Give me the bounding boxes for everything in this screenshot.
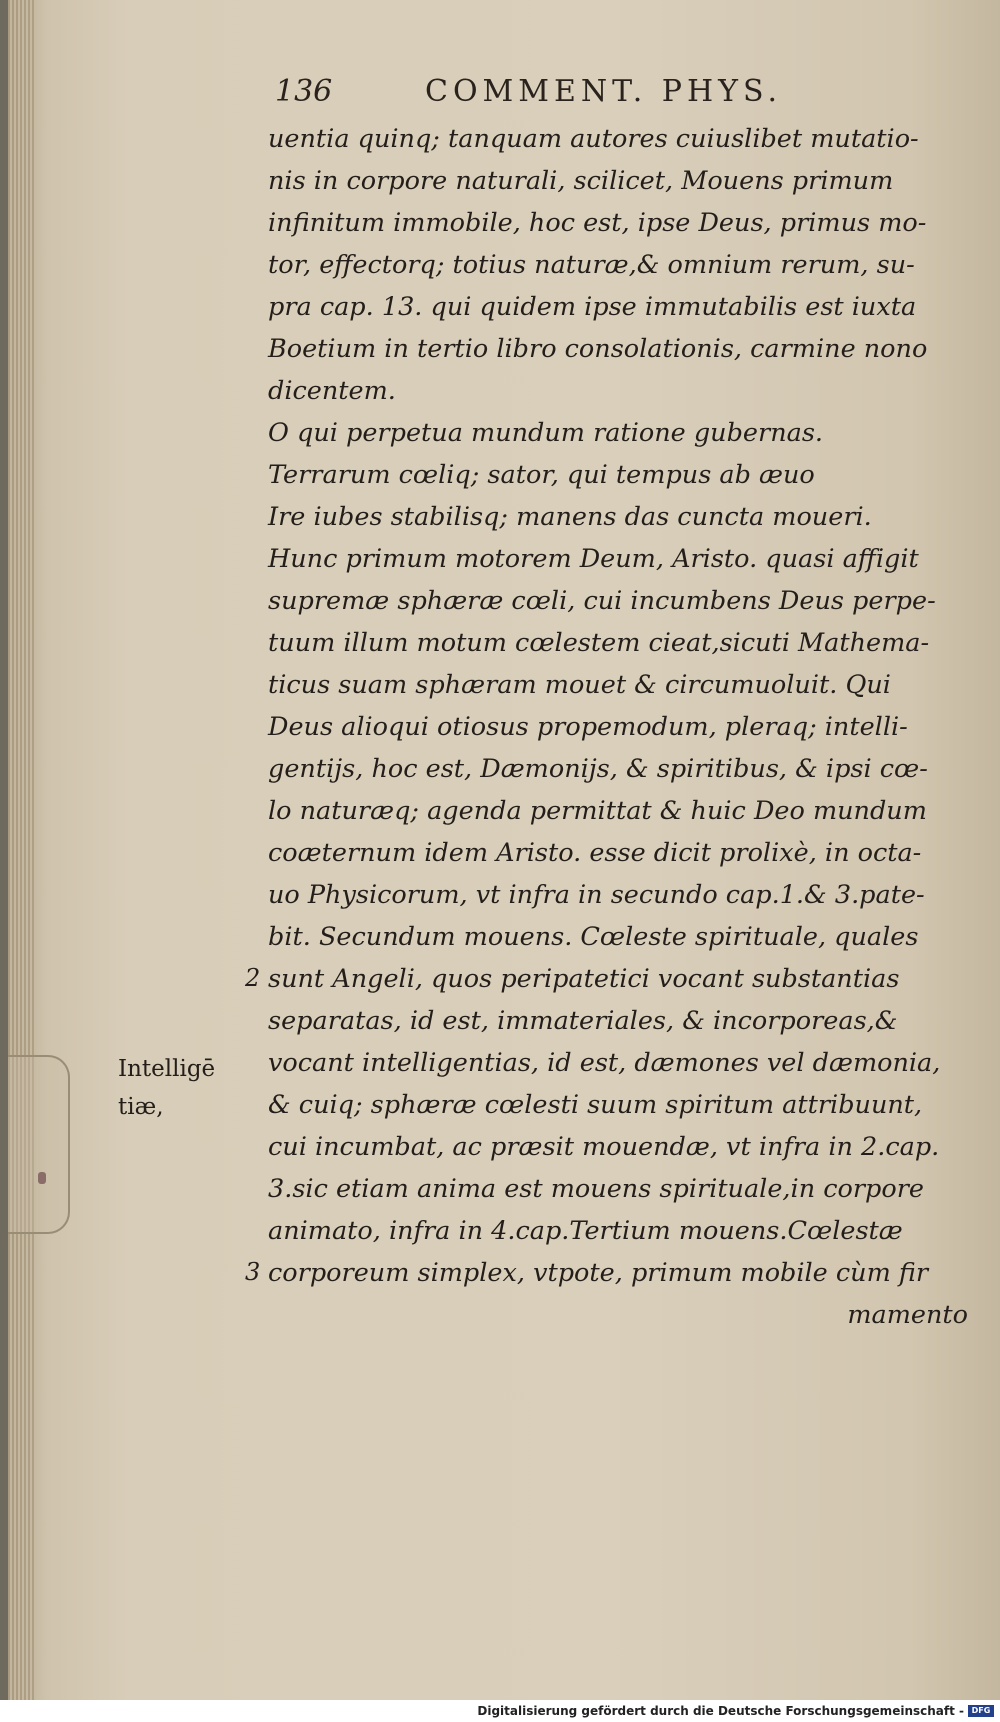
text-line: nis in corpore naturali, scilicet, Mouens primum <box>268 166 894 196</box>
margin-note-line: Intelligē <box>118 1056 216 1082</box>
text-line: Hunc primum motorem Deum, Aristo. quasi affigit <box>268 544 919 574</box>
text-line: ticus suam sphæram mouet & circumuoluit. Qui <box>268 670 891 700</box>
margin-number: 3 <box>245 1258 261 1286</box>
verse-line: Terrarum cœliq; sator, qui tempus ab æuo <box>268 460 815 490</box>
text-line: uo Physicorum, vt infra in secundo cap.1.& 3.pate- <box>268 880 925 910</box>
text-line: tuum illum motum cœlestem cieat,sicuti Mathema- <box>268 628 930 658</box>
text-line: supremæ sphæræ cœli, cui incumbens Deus perpe- <box>268 586 936 616</box>
text-line: lo naturæq; agenda permittat & huic Deo mundum <box>268 796 927 826</box>
text-line: bit. Secundum mouens. Cœleste spirituale, quales <box>268 922 919 952</box>
verse-line: O qui perpetua mundum ratione gubernas. <box>268 418 824 448</box>
digitization-footer <box>0 1700 1000 1722</box>
text-line: & cuiq; sphæræ cœlesti suum spiritum attribuunt, <box>268 1090 923 1120</box>
running-title: COMMENT. PHYS. <box>425 74 782 109</box>
bookmark-tab <box>8 1055 70 1234</box>
page-number: 136 <box>275 74 333 109</box>
funding-credit: Digitalisierung gefördert durch die Deutsche Forschungsgemeinschaft - <box>477 1704 964 1718</box>
verse-line: Ire iubes stabilisq; manens das cuncta moueri. <box>268 502 872 532</box>
text-line: corporeum simplex, vtpote, primum mobile cùm fir <box>268 1258 929 1288</box>
margin-number: 2 <box>245 964 261 992</box>
body-text <box>268 118 968 1336</box>
text-line: pra cap. 13. qui quidem ipse immutabilis est iuxta <box>268 292 917 322</box>
dfg-logo: DFG <box>968 1705 994 1717</box>
text-line: uentia quinq; tanquam autores cuiuslibet mutatio- <box>268 124 919 154</box>
bookmark-tab-mark <box>38 1172 46 1184</box>
page-edge-stack <box>8 0 36 1700</box>
text-line: separatas, id est, immateriales, & incorporeas,& <box>268 1006 898 1036</box>
text-line: tor, effectorq; totius naturæ,& omnium rerum, su- <box>268 250 915 280</box>
running-head <box>275 74 855 120</box>
margin-note <box>118 1050 248 1126</box>
text-line: vocant intelligentias, id est, dæmones vel dæmonia, <box>268 1048 941 1078</box>
text-line: animato, infra in 4.cap.Tertium mouens.Cœlestæ <box>268 1216 903 1246</box>
text-line: 3.sic etiam anima est mouens spirituale,in corpore <box>268 1174 925 1204</box>
text-line: dicentem. <box>268 376 396 406</box>
catchword: mamento <box>847 1300 968 1330</box>
text-line: Deus alioqui otiosus propemodum, pleraq; intelli- <box>268 712 908 742</box>
text-line: cui incumbat, ac præsit mouendæ, vt infra in 2.cap. <box>268 1132 940 1162</box>
margin-note-line: tiæ, <box>118 1094 164 1120</box>
text-line: gentijs, hoc est, Dæmonijs, & spiritibus, & ipsi cœ- <box>268 754 928 784</box>
text-line: infinitum immobile, hoc est, ipse Deus, primus mo- <box>268 208 927 238</box>
text-line: coæternum idem Aristo. esse dicit prolixè, in octa- <box>268 838 922 868</box>
text-line: Boetium in tertio libro consolationis, carmine nono <box>268 334 928 364</box>
text-line: sunt Angeli, quos peripatetici vocant substantias <box>268 964 900 994</box>
